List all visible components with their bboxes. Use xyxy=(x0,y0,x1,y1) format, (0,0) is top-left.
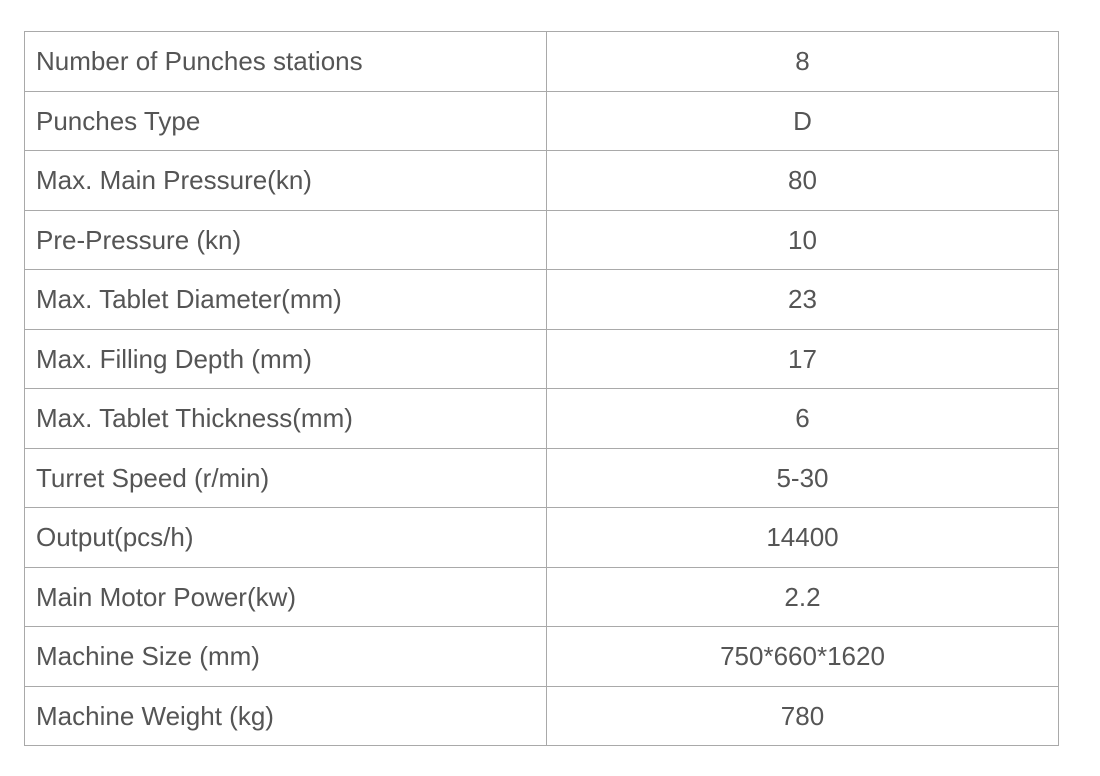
value-cell: 5-30 xyxy=(547,448,1059,508)
parameter-cell: Turret Speed (r/min) xyxy=(25,448,547,508)
table-row xyxy=(25,91,1059,151)
parameter-cell: Number of Punches stations xyxy=(25,32,547,92)
table-row xyxy=(25,567,1059,627)
parameter-cell: Max. Filling Depth (mm) xyxy=(25,329,547,389)
table-row xyxy=(25,627,1059,687)
value-cell: 6 xyxy=(547,389,1059,449)
value-cell: 780 xyxy=(547,686,1059,746)
table-row xyxy=(25,686,1059,746)
parameter-cell: Pre-Pressure (kn) xyxy=(25,210,547,270)
parameter-cell: Punches Type xyxy=(25,91,547,151)
parameter-cell: Output(pcs/h) xyxy=(25,508,547,568)
value-cell: D xyxy=(547,91,1059,151)
table-row xyxy=(25,210,1059,270)
value-cell: 8 xyxy=(547,32,1059,92)
parameter-cell: Max. Main Pressure(kn) xyxy=(25,151,547,211)
value-cell: 17 xyxy=(547,329,1059,389)
parameter-cell: Max. Tablet Diameter(mm) xyxy=(25,270,547,330)
value-cell: 80 xyxy=(547,151,1059,211)
table-row xyxy=(25,32,1059,92)
table-row xyxy=(25,151,1059,211)
table-row xyxy=(25,508,1059,568)
parameter-cell: Machine Weight (kg) xyxy=(25,686,547,746)
value-cell: 23 xyxy=(547,270,1059,330)
table-row xyxy=(25,270,1059,330)
table-row xyxy=(25,329,1059,389)
parameter-cell: Max. Tablet Thickness(mm) xyxy=(25,389,547,449)
value-cell: 14400 xyxy=(547,508,1059,568)
specifications-table xyxy=(24,31,1059,746)
value-cell: 750*660*1620 xyxy=(547,627,1059,687)
table-row xyxy=(25,389,1059,449)
parameter-cell: Main Motor Power(kw) xyxy=(25,567,547,627)
parameter-cell: Machine Size (mm) xyxy=(25,627,547,687)
table-row xyxy=(25,448,1059,508)
specifications-table-body xyxy=(25,32,1059,746)
value-cell: 2.2 xyxy=(547,567,1059,627)
value-cell: 10 xyxy=(547,210,1059,270)
